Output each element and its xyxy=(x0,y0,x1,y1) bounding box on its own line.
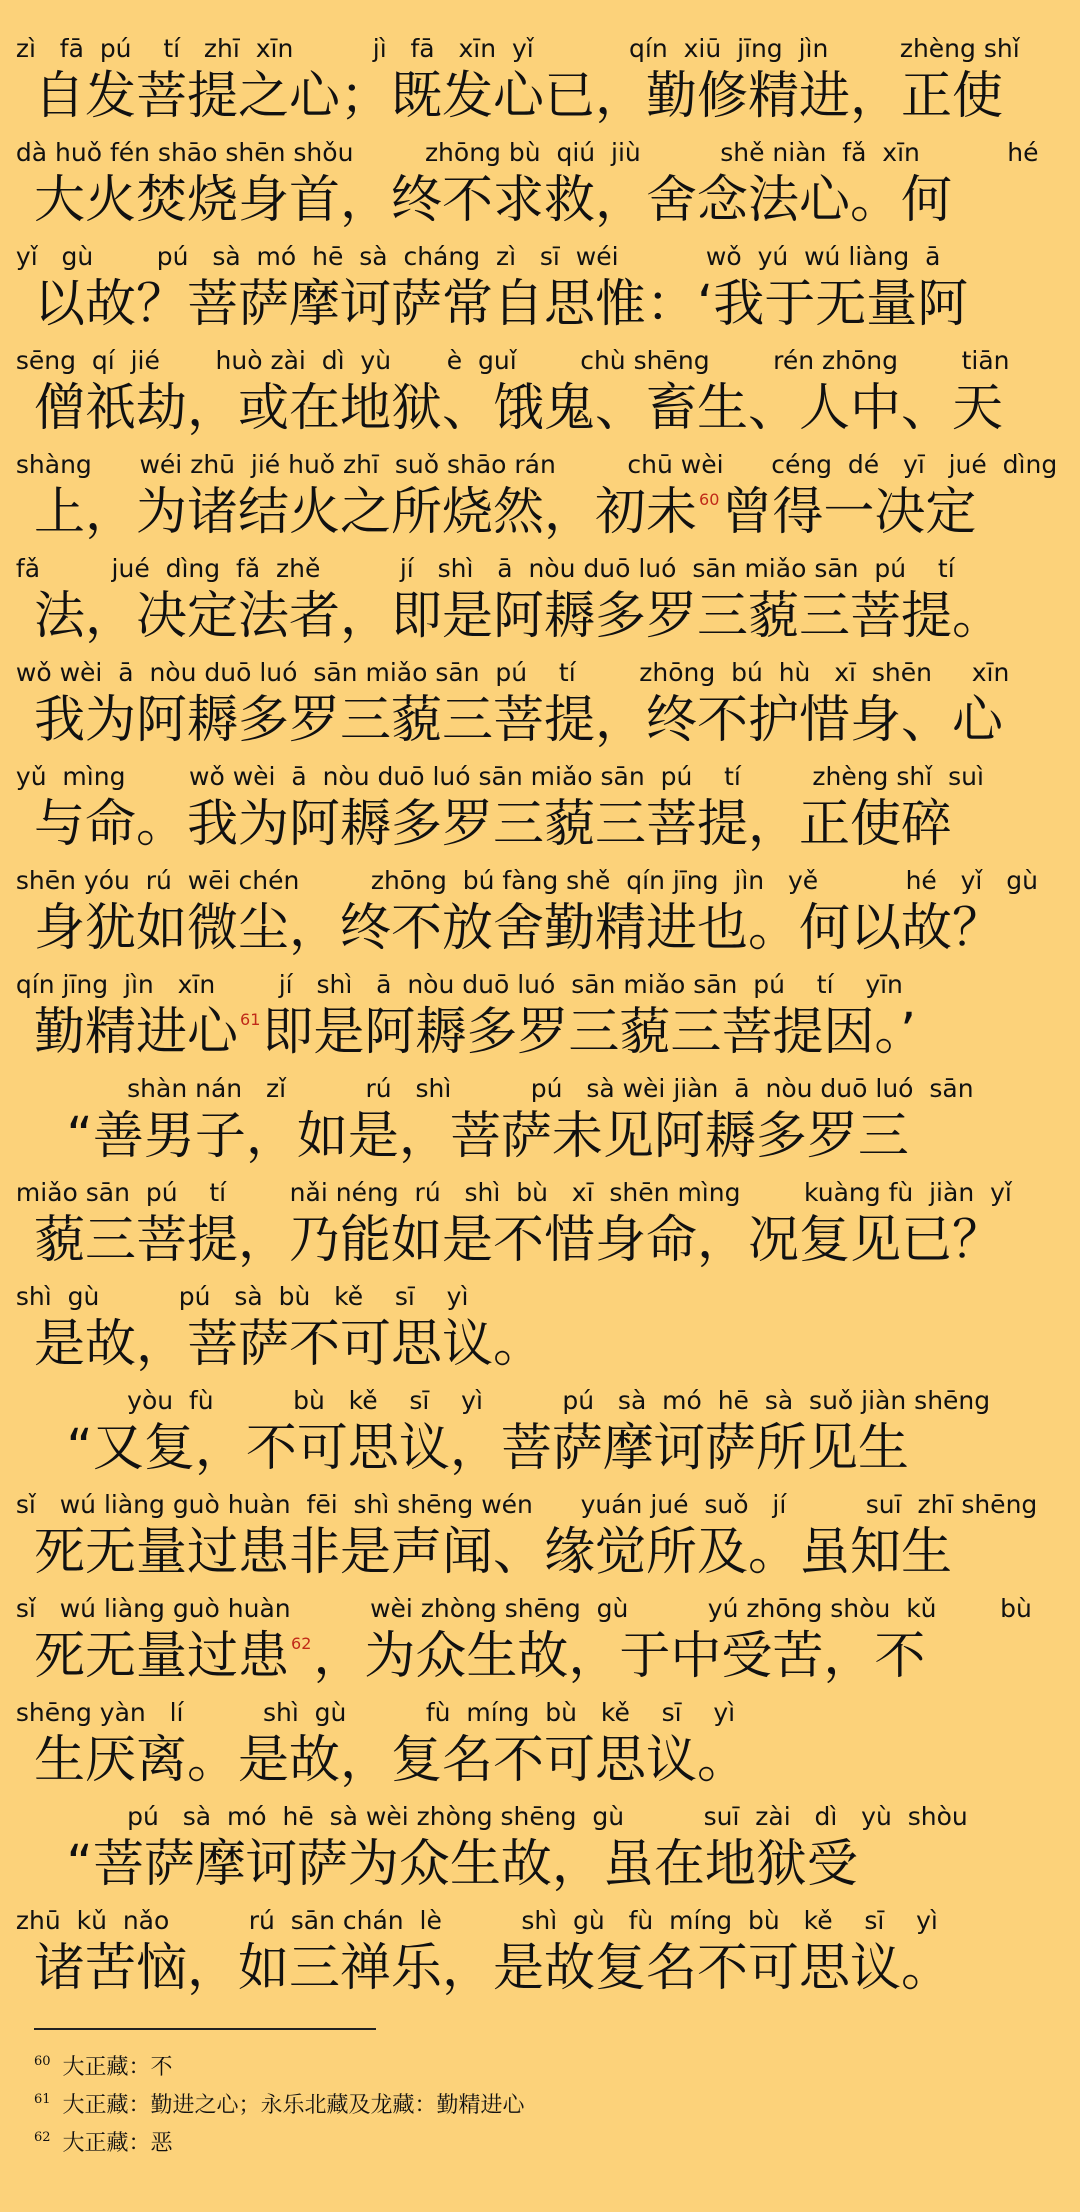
hanzi-text: 以故？菩萨摩诃萨常自思惟：‘我于无量阿 xyxy=(34,275,969,334)
text-line xyxy=(0,1488,1080,1592)
text-line xyxy=(0,1072,1080,1176)
hanzi-text: 曾得一决定 xyxy=(721,483,977,542)
hanzi-line xyxy=(34,274,1080,336)
hanzi-text: “又复，不可思议，菩萨摩诃萨所见生 xyxy=(34,1419,909,1478)
hanzi-line xyxy=(34,690,1080,752)
footnote-number: 60 xyxy=(34,2054,51,2069)
hanzi-line xyxy=(34,1002,1080,1064)
pinyin-line: yǐ gù pú sà mó hē sà cháng zì sī wéi wǒ yú wú liàng ā xyxy=(0,242,941,271)
hanzi-text: 死无量过患非是声闻、缘觉所及。虽知生 xyxy=(34,1523,953,1582)
hanzi-text: 是故，菩萨不可思议。 xyxy=(34,1315,545,1374)
pinyin-line: wǒ wèi ā nòu duō luó sān miǎo sān pú tí zhōng bú hù xī shēn xīn xyxy=(0,658,1010,687)
hanzi-text: 法，决定法者，即是阿耨多罗三藐三菩提。 xyxy=(34,587,1004,646)
text-line xyxy=(0,968,1080,1072)
hanzi-text: “菩萨摩诃萨为众生故，虽在地狱受 xyxy=(34,1835,858,1894)
hanzi-text: 藐三菩提，乃能如是不惜身命，况复见已？ xyxy=(34,1211,1004,1270)
hanzi-line xyxy=(34,1626,1080,1688)
text-line xyxy=(0,448,1080,552)
hanzi-text: 僧祇劫，或在地狱、饿鬼、畜生、人中、天 xyxy=(34,379,1004,438)
hanzi-line xyxy=(34,794,1080,856)
hanzi-text: 大火焚烧身首，终不求救，舍念法心。何 xyxy=(34,171,953,230)
hanzi-line xyxy=(34,66,1080,128)
footnote-marker: 61 xyxy=(240,1010,261,1029)
footnote-text: 大正藏：不 xyxy=(62,2055,173,2080)
hanzi-line xyxy=(34,1834,1080,1896)
pinyin-line: pú sà mó hē sà wèi zhòng shēng gù suī zài dì yù shòu xyxy=(0,1802,968,1831)
hanzi-text: 生厌离。是故，复名不可思议。 xyxy=(34,1731,749,1790)
text-line xyxy=(0,240,1080,344)
text-line xyxy=(0,656,1080,760)
hanzi-line xyxy=(34,1314,1080,1376)
pinyin-line: sēng qí jié huò zài dì yù è guǐ chù shēng rén zhōng tiān xyxy=(0,346,1010,375)
text-line xyxy=(0,1904,1080,2008)
text-line xyxy=(0,1800,1080,1904)
pinyin-line: qín jīng jìn xīn jí shì ā nòu duō luó sān miǎo sān pú tí yīn xyxy=(0,970,903,999)
hanzi-line xyxy=(34,898,1080,960)
footnote-number: 62 xyxy=(34,2130,51,2145)
footnote-text: 大正藏：勤进之心；永乐北藏及龙藏：勤精进心 xyxy=(62,2093,525,2118)
text-line xyxy=(0,552,1080,656)
text-line xyxy=(0,32,1080,136)
hanzi-text: 我为阿耨多罗三藐三菩提，终不护惜身、心 xyxy=(34,691,1004,750)
hanzi-text: 勤精进心 xyxy=(34,1003,239,1062)
hanzi-line xyxy=(34,586,1080,648)
hanzi-text: 死无量过患 xyxy=(34,1627,290,1686)
text-line xyxy=(0,1696,1080,1800)
footnote xyxy=(34,2090,525,2125)
pinyin-line: shàn nán zǐ rú shì pú sà wèi jiàn ā nòu duō luó sān xyxy=(0,1074,974,1103)
hanzi-text: 与命。我为阿耨多罗三藐三菩提，正使碎 xyxy=(34,795,953,854)
text-line xyxy=(0,864,1080,968)
hanzi-text: 上，为诸结火之所烧然，初未 xyxy=(34,483,698,542)
hanzi-line xyxy=(34,1522,1080,1584)
text-line xyxy=(0,344,1080,448)
hanzi-line xyxy=(34,378,1080,440)
footnote xyxy=(34,2128,173,2163)
hanzi-line xyxy=(34,1106,1080,1168)
footnote-number: 61 xyxy=(34,2092,51,2107)
text-line xyxy=(0,1280,1080,1384)
pinyin-line: miǎo sān pú tí nǎi néng rú shì bù xī shēn mìng kuàng fù jiàn yǐ xyxy=(0,1178,1012,1207)
footnote-marker: 62 xyxy=(291,1634,312,1653)
hanzi-text: 自发菩提之心；既发心已，勤修精进，正使 xyxy=(34,67,1004,126)
pinyin-line: shēn yóu rú wēi chén zhōng bú fàng shě qín jīng jìn yě hé yǐ gù xyxy=(0,866,1038,895)
pinyin-line: dà huǒ fén shāo shēn shǒu zhōng bù qiú jiù shě niàn fǎ xīn hé xyxy=(0,138,1039,167)
hanzi-text: “善男子，如是，菩萨未见阿耨多罗三 xyxy=(34,1107,909,1166)
hanzi-line xyxy=(34,170,1080,232)
hanzi-text: 身犹如微尘，终不放舍勤精进也。何以故？ xyxy=(34,899,1004,958)
hanzi-line xyxy=(34,1418,1080,1480)
pinyin-line: shēng yàn lí shì gù fù míng bù kě sī yì xyxy=(0,1698,736,1727)
hanzi-text: 即是阿耨多罗三藐三菩提因。’ xyxy=(262,1003,917,1062)
pinyin-line: yǔ mìng wǒ wèi ā nòu duō luó sān miǎo sān pú tí zhèng shǐ suì xyxy=(0,762,984,791)
hanzi-line xyxy=(34,482,1080,544)
footnote-text: 大正藏：恶 xyxy=(62,2131,173,2156)
pinyin-line: sǐ wú liàng guò huàn fēi shì shēng wén yuán jué suǒ jí suī zhī shēng xyxy=(0,1490,1038,1519)
pinyin-line: yòu fù bù kě sī yì pú sà mó hē sà suǒ jiàn shēng xyxy=(0,1386,991,1415)
hanzi-text: ，为众生故，于中受苦，不 xyxy=(313,1627,926,1686)
footnote xyxy=(34,2052,173,2087)
footnote-divider xyxy=(34,2028,376,2030)
text-line xyxy=(0,1176,1080,1280)
text-line xyxy=(0,760,1080,864)
text-line xyxy=(0,136,1080,240)
text-line xyxy=(0,1592,1080,1696)
pinyin-line: fǎ jué dìng fǎ zhě jí shì ā nòu duō luó sān miǎo sān pú tí xyxy=(0,554,955,583)
pinyin-line: zì fā pú tí zhī xīn jì fā xīn yǐ qín xiū jīng jìn zhèng shǐ xyxy=(0,34,1020,63)
pinyin-line: shàng wéi zhū jié huǒ zhī suǒ shāo rán chū wèi céng dé yī jué dìng xyxy=(0,450,1058,479)
hanzi-line xyxy=(34,1730,1080,1792)
hanzi-text: 诸苦恼，如三禅乐，是故复名不可思议。 xyxy=(34,1939,953,1998)
hanzi-line xyxy=(34,1938,1080,2000)
hanzi-line xyxy=(34,1210,1080,1272)
pinyin-line: shì gù pú sà bù kě sī yì xyxy=(0,1282,469,1311)
footnote-marker: 60 xyxy=(699,490,720,509)
pinyin-line: sǐ wú liàng guò huàn wèi zhòng shēng gù yú zhōng shòu kǔ bù xyxy=(0,1594,1032,1623)
pinyin-line: zhū kǔ nǎo rú sān chán lè shì gù fù míng bù kě sī yì xyxy=(0,1906,938,1935)
text-line xyxy=(0,1384,1080,1488)
